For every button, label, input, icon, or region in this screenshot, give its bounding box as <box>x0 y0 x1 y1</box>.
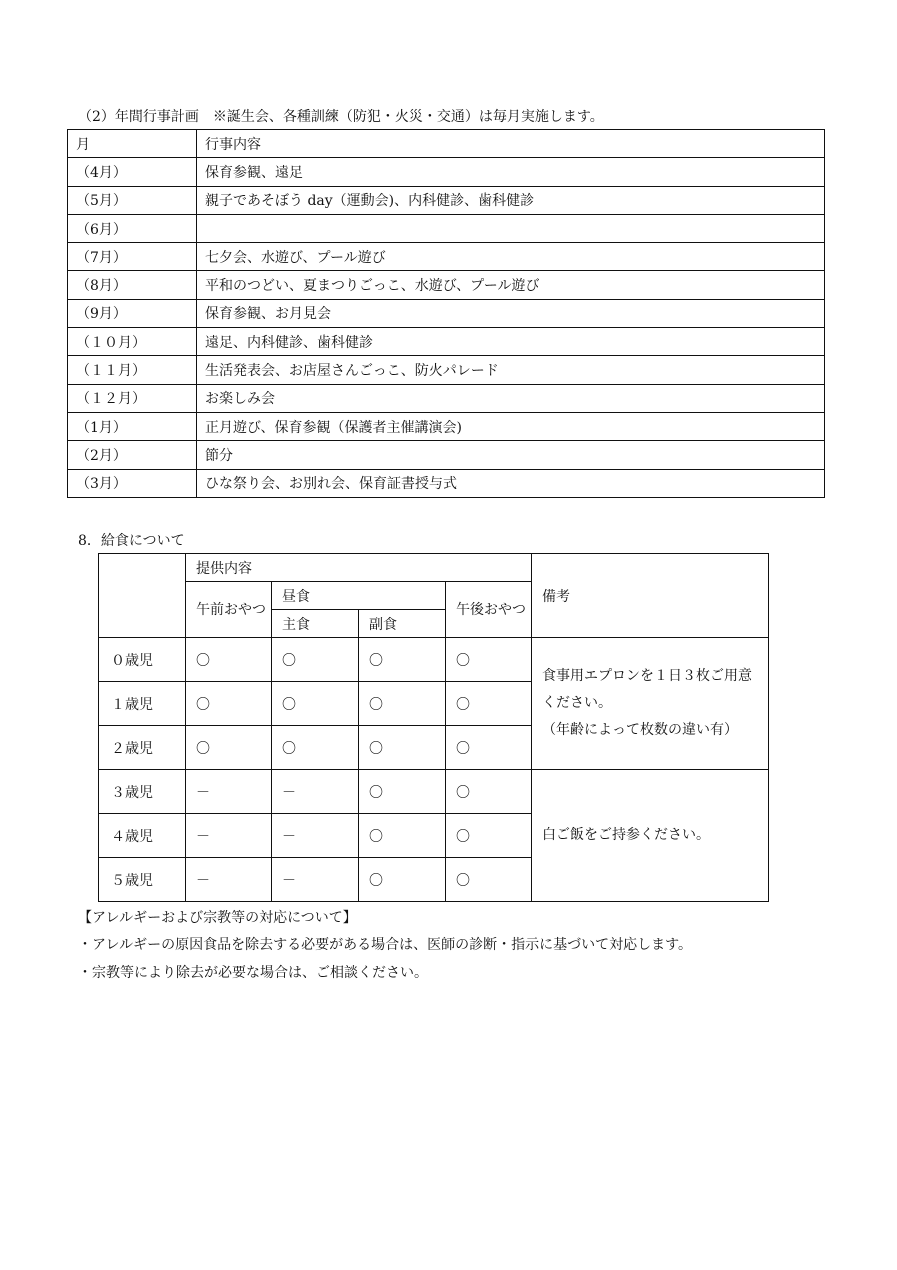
staple-header: 主食 <box>272 610 359 638</box>
remarks-apron-sub: （年齢によって枚数の違い有） <box>542 722 738 738</box>
afternoon-cell: 〇 <box>446 858 532 902</box>
morning-cell: 〇 <box>186 682 272 726</box>
age-cell: ３歳児 <box>99 770 186 814</box>
event-content-cell: 保育参観、お月見会 <box>197 299 825 327</box>
meal-heading: 8．給食について <box>78 533 185 549</box>
event-content-cell: 七夕会、水遊び、プール遊び <box>197 243 825 271</box>
month-cell: （3月） <box>68 469 197 497</box>
event-content-cell: 正月遊び、保育参観（保護者主催講演会) <box>197 412 825 440</box>
event-content-cell: ひな祭り会、お別れ会、保育証書授与式 <box>197 469 825 497</box>
morning-cell: － <box>186 770 272 814</box>
content-header: 行事内容 <box>197 130 825 158</box>
month-cell: （5月） <box>68 186 197 214</box>
afternoon-cell: 〇 <box>446 682 532 726</box>
side-cell: 〇 <box>359 726 446 770</box>
staple-cell: － <box>272 770 359 814</box>
table-row <box>68 469 825 497</box>
allergy-item: ・アレルギーの原因食品を除去する必要がある場合は、医師の診断・指示に基づいて対応します。 <box>78 937 692 953</box>
month-cell: （2月） <box>68 441 197 469</box>
staple-cell: 〇 <box>272 638 359 682</box>
age-cell: ２歳児 <box>99 726 186 770</box>
age-cell: ４歳児 <box>99 814 186 858</box>
side-header: 副食 <box>359 610 446 638</box>
schedule-heading: （2）年間行事計画 ※誕生会、各種訓練（防犯・火災・交通）は毎月実施します。 <box>78 109 604 125</box>
event-content-cell: 生活発表会、お店屋さんごっこ、防火パレード <box>197 356 825 384</box>
table-header-row <box>68 130 825 158</box>
event-content-cell: 保育参観、遠足 <box>197 158 825 186</box>
table-row <box>68 243 825 271</box>
remarks-header: 備考 <box>532 554 769 638</box>
month-cell: （１２月） <box>68 384 197 412</box>
month-cell: （１１月） <box>68 356 197 384</box>
remarks-old: 白ご飯をご持参ください。 <box>532 770 769 902</box>
table-row <box>68 412 825 440</box>
table-row <box>68 299 825 327</box>
month-cell: （9月） <box>68 299 197 327</box>
meal-table <box>98 553 769 902</box>
table-row <box>99 770 769 814</box>
afternoon-cell: 〇 <box>446 814 532 858</box>
month-header: 月 <box>68 130 197 158</box>
month-cell: （8月） <box>68 271 197 299</box>
event-content-cell: 遠足、内科健診、歯科健診 <box>197 328 825 356</box>
morning-cell: － <box>186 814 272 858</box>
age-header <box>99 554 186 638</box>
morning-cell: － <box>186 858 272 902</box>
event-content-cell: 節分 <box>197 441 825 469</box>
morning-cell: 〇 <box>186 726 272 770</box>
provided-header: 提供内容 <box>186 554 532 582</box>
side-cell: 〇 <box>359 770 446 814</box>
age-cell: ０歳児 <box>99 638 186 682</box>
table-row <box>68 214 825 242</box>
table-row <box>68 328 825 356</box>
table-row <box>68 271 825 299</box>
table-row <box>68 158 825 186</box>
side-cell: 〇 <box>359 858 446 902</box>
staple-cell: 〇 <box>272 682 359 726</box>
month-cell: （6月） <box>68 214 197 242</box>
table-row <box>68 441 825 469</box>
afternoon-cell: 〇 <box>446 770 532 814</box>
table-row <box>68 384 825 412</box>
staple-cell: － <box>272 814 359 858</box>
remarks-young <box>532 638 769 770</box>
event-content-cell: 親子であそぼう day（運動会)、内科健診、歯科健診 <box>197 186 825 214</box>
month-cell: （1月） <box>68 412 197 440</box>
afternoon-snack-header: 午後おやつ <box>446 582 532 638</box>
age-cell: ５歳児 <box>99 858 186 902</box>
morning-cell: 〇 <box>186 638 272 682</box>
event-schedule-table <box>67 129 825 498</box>
table-row <box>68 356 825 384</box>
event-content-cell: お楽しみ会 <box>197 384 825 412</box>
remarks-apron: 食事用エプロンを１日３枚ご用意ください。 <box>542 668 752 711</box>
afternoon-cell: 〇 <box>446 726 532 770</box>
age-cell: １歳児 <box>99 682 186 726</box>
month-cell: （4月） <box>68 158 197 186</box>
side-cell: 〇 <box>359 682 446 726</box>
month-cell: （１０月） <box>68 328 197 356</box>
allergy-title: 【アレルギーおよび宗教等の対応について】 <box>78 910 357 926</box>
side-cell: 〇 <box>359 814 446 858</box>
lunch-header: 昼食 <box>272 582 446 610</box>
table-row <box>99 638 769 682</box>
allergy-item: ・宗教等により除去が必要な場合は、ご相談ください。 <box>78 965 428 981</box>
event-content-cell: 平和のつどい、夏まつりごっこ、水遊び、プール遊び <box>197 271 825 299</box>
month-cell: （7月） <box>68 243 197 271</box>
side-cell: 〇 <box>359 638 446 682</box>
table-row <box>68 186 825 214</box>
afternoon-cell: 〇 <box>446 638 532 682</box>
staple-cell: 〇 <box>272 726 359 770</box>
staple-cell: － <box>272 858 359 902</box>
table-header-row <box>99 554 769 582</box>
morning-snack-header: 午前おやつ <box>186 582 272 638</box>
event-content-cell <box>197 214 825 242</box>
